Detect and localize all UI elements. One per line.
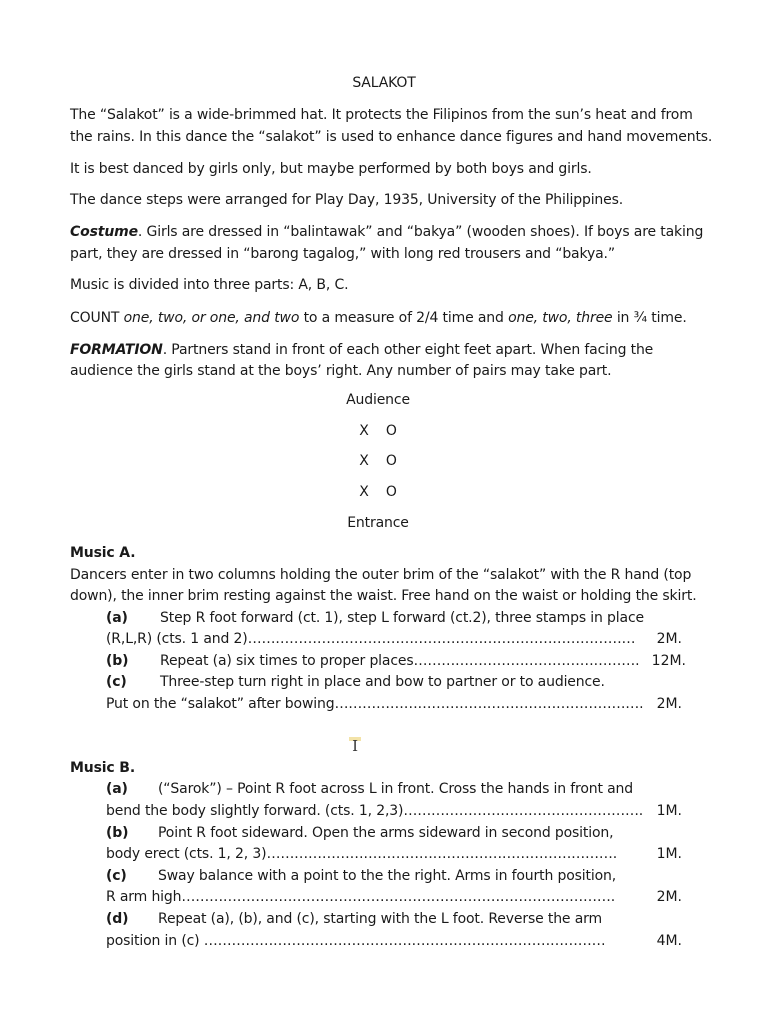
step-label: (a) bbox=[106, 781, 128, 797]
step-text: Repeat (a) six times to proper places…………………………………………. bbox=[160, 653, 640, 669]
section-marker: I bbox=[352, 737, 358, 755]
diagram-row-1: X O bbox=[359, 423, 397, 439]
count-label: COUNT bbox=[70, 310, 124, 326]
music-b-step-b-line-1 bbox=[106, 824, 613, 842]
intro-paragraph-2: It is best danced by girls only, but maybe performed by both boys and girls. bbox=[70, 161, 592, 177]
music-a-step-b-line-1 bbox=[106, 652, 639, 670]
music-b-step-d-line-2: position in (c) …………………………………………………………………………… bbox=[106, 933, 606, 949]
formation-line-2: audience the girls stand at the boys’ right. Any number of pairs may take part. bbox=[70, 363, 612, 379]
step-label: (c) bbox=[106, 868, 127, 884]
formation-text: . Partners stand in front of each other eight feet apart. When facing the bbox=[162, 342, 654, 358]
count-end: in ¾ time. bbox=[612, 310, 687, 326]
music-b-step-b-line-2: body erect (cts. 1, 2, 3)…………………………………………………………………. bbox=[106, 846, 618, 862]
music-a-heading: Music A. bbox=[70, 545, 136, 561]
music-b-step-a-count: 1M. bbox=[656, 803, 682, 819]
music-parts-text: Music is divided into three parts: A, B, C. bbox=[70, 277, 349, 293]
step-text: (“Sarok”) – Point R foot across L in front. Cross the hands in front and bbox=[158, 781, 634, 797]
music-b-step-c-line-1 bbox=[106, 867, 616, 885]
music-b-step-d-count: 4M. bbox=[656, 933, 682, 949]
step-label: (b) bbox=[106, 825, 129, 841]
intro-paragraph-1-line-2: the rains. In this dance the “salakot” is used to enhance dance figures and hand movements. bbox=[70, 129, 713, 145]
music-a-step-a-line-1 bbox=[106, 609, 644, 627]
formation-line-1 bbox=[70, 341, 653, 359]
count-line bbox=[70, 309, 687, 327]
step-text: Repeat (a), (b), and (c), starting with the L foot. Reverse the arm bbox=[158, 911, 602, 927]
step-label: (c) bbox=[106, 674, 127, 690]
costume-text: . Girls are dressed in “balintawak” and “bakya” (wooden shoes). If boys are taking bbox=[137, 224, 704, 240]
music-b-step-a-line-2: bend the body slightly forward. (cts. 1, 2,3)……………………………………………. bbox=[106, 803, 644, 819]
count-duple: one, two, or one, and two bbox=[123, 310, 300, 326]
music-a-intro-line-1: Dancers enter in two columns holding the outer brim of the “salakot” with the R hand (top bbox=[70, 567, 692, 583]
step-text: Point R foot sideward. Open the arms sideward in second position, bbox=[158, 825, 614, 841]
formation-label: FORMATION bbox=[70, 342, 163, 358]
count-triple: one, two, three bbox=[508, 310, 613, 326]
count-mid: to a measure of 2/4 time and bbox=[299, 310, 509, 326]
music-b-step-b-count: 1M. bbox=[656, 846, 682, 862]
music-a-step-b-count: 12M. bbox=[651, 653, 686, 669]
music-a-step-a-count: 2M. bbox=[656, 631, 682, 647]
step-label: (d) bbox=[106, 911, 129, 927]
step-label: (b) bbox=[106, 653, 129, 669]
music-b-step-d-line-1 bbox=[106, 910, 602, 928]
costume-label: Costume bbox=[70, 224, 138, 240]
step-text: Step R foot forward (ct. 1), step L forward (ct.2), three stamps in place bbox=[160, 610, 644, 626]
step-text: Three-step turn right in place and bow to partner or to audience. bbox=[160, 674, 605, 690]
diagram-row-3: X O bbox=[359, 484, 397, 500]
costume-line-1 bbox=[70, 223, 703, 241]
diagram-audience-label: Audience bbox=[346, 392, 410, 408]
music-a-step-a-line-2: (R,L,R) (cts. 1 and 2)………………………………………………………………………… bbox=[106, 631, 636, 647]
step-label: (a) bbox=[106, 610, 128, 626]
music-b-heading: Music B. bbox=[70, 760, 135, 776]
costume-line-2: part, they are dressed in “barong tagalog,” with long red trousers and “bakya.” bbox=[70, 246, 615, 262]
step-text: Sway balance with a point to the the right. Arms in fourth position, bbox=[158, 868, 617, 884]
music-a-step-c-count: 2M. bbox=[656, 696, 682, 712]
music-b-step-a-line-1 bbox=[106, 780, 633, 798]
music-b-step-c-count: 2M. bbox=[656, 889, 682, 905]
diagram-row-2: X O bbox=[359, 453, 397, 469]
music-b-step-c-line-2: R arm high…………………………………………………………………………………. bbox=[106, 889, 616, 905]
music-a-step-c-line-2: Put on the “salakot” after bowing…………………………………………………………. bbox=[106, 696, 644, 712]
intro-paragraph-1-line-1: The “Salakot” is a wide-brimmed hat. It protects the Filipinos from the sun’s heat and from bbox=[70, 107, 693, 123]
page-title: SALAKOT bbox=[352, 75, 416, 91]
intro-paragraph-3: The dance steps were arranged for Play Day, 1935, University of the Philippines. bbox=[70, 192, 624, 208]
diagram-entrance-label: Entrance bbox=[347, 515, 409, 531]
music-a-intro-line-2: down), the inner brim resting against the waist. Free hand on the waist or holding the skirt. bbox=[70, 588, 697, 604]
music-a-step-c-line-1 bbox=[106, 673, 605, 691]
